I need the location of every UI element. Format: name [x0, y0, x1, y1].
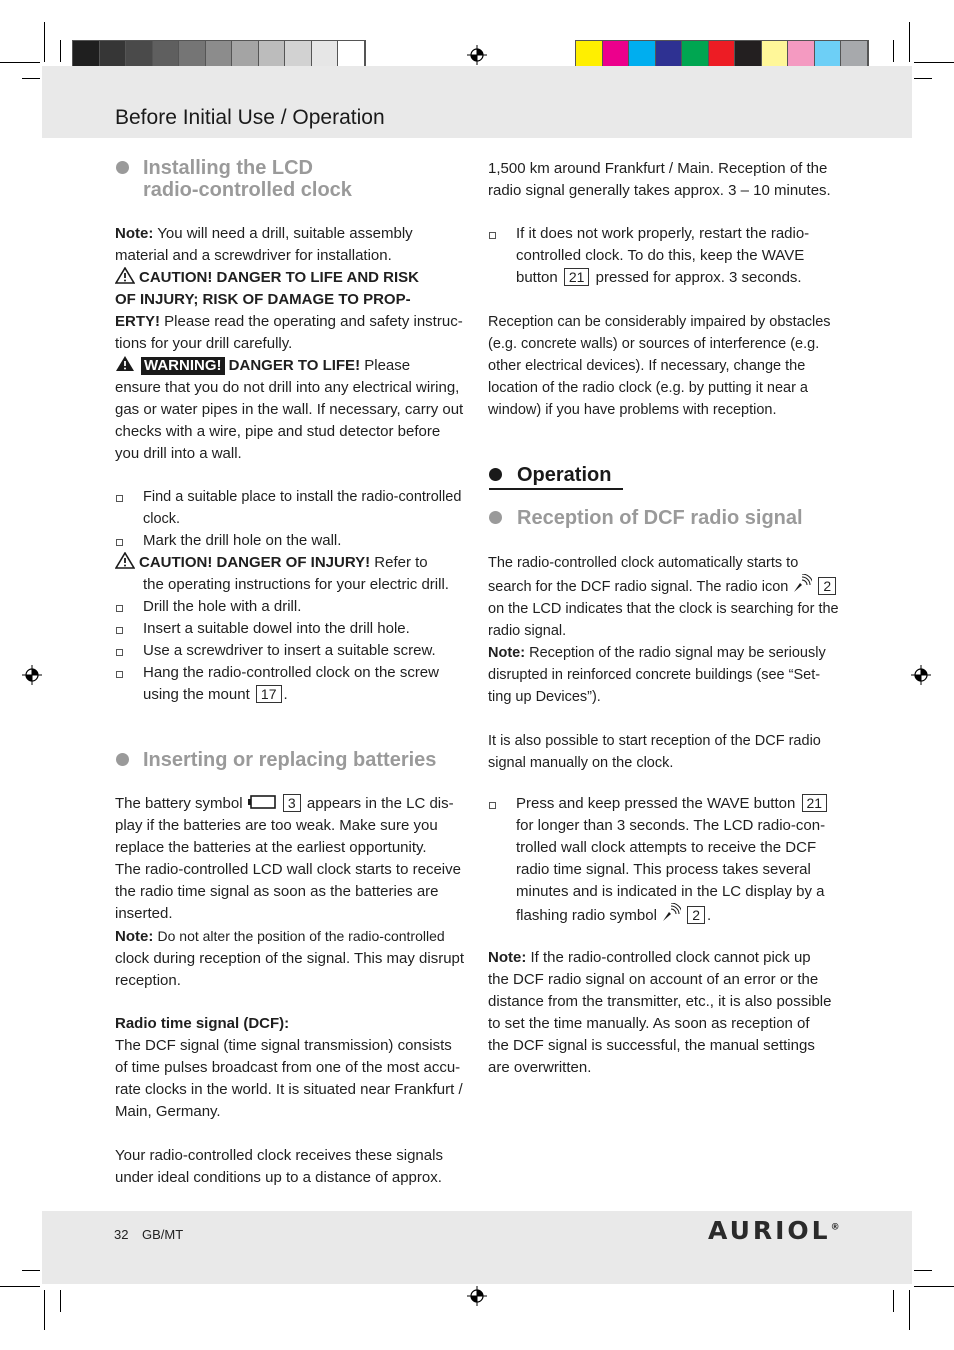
warning-triangle-icon — [115, 355, 135, 372]
paragraph-range — [488, 158, 848, 202]
section-heading-reception: Reception of DCF radio signal — [517, 507, 803, 529]
caution-text: OF INJURY; RISK OF DAMAGE TO PROP- — [115, 291, 411, 308]
warning-text: DANGER TO LIFE! — [228, 357, 361, 374]
crop-mark — [0, 62, 40, 63]
locale-code: GB/MT — [142, 1227, 184, 1242]
text: using the mount — [143, 686, 250, 703]
text: Refer to — [374, 554, 428, 571]
text: clock. — [143, 511, 181, 527]
registered-mark: ® — [830, 1222, 840, 1233]
text: checks with a wire, pipe and stud detector before — [115, 423, 441, 440]
crop-mark — [0, 1286, 40, 1287]
text: Please — [364, 357, 411, 374]
text: signal manually on the clock. — [488, 755, 674, 771]
text: window) if you have problems with reception. — [488, 402, 777, 418]
text: replace the batteries at the earliest opportunity. — [115, 839, 427, 856]
section-bullet — [489, 511, 502, 524]
section-heading-batteries: Inserting or replacing batteries — [143, 749, 437, 771]
text: (e.g. concrete walls) or sources of interference (e.g. — [488, 336, 820, 352]
text: pressed for approx. 3 seconds. — [595, 269, 802, 286]
text: ensure that you do not drill into any electrical wiring, — [115, 379, 460, 396]
crop-mark — [893, 40, 894, 62]
note-label: Note: — [115, 928, 154, 945]
crop-mark — [909, 22, 910, 62]
note-label: Note: — [488, 949, 527, 966]
checkbox-square-icon — [116, 539, 123, 546]
text: tions for your drill carefully. — [115, 335, 293, 352]
reference-number: 2 — [818, 577, 836, 595]
warning-triangle-icon — [115, 267, 135, 284]
text: distance from the transmitter, etc., it is also possible — [488, 993, 832, 1010]
crosshair-registration-icon — [467, 1286, 487, 1306]
reference-number: 21 — [802, 794, 828, 812]
crosshair-registration-icon — [911, 665, 931, 685]
subheading: Radio time signal (DCF): — [115, 1015, 290, 1032]
text: the operating instructions for your electric drill. — [143, 576, 449, 593]
text: Press and keep pressed the WAVE button — [516, 795, 796, 812]
battery-icon — [247, 795, 277, 809]
text: Main, Germany. — [115, 1103, 221, 1120]
text: the DCF signal is successful, the manual settings — [488, 1037, 815, 1054]
text: other electrical devices). If necessary, change the — [488, 358, 806, 374]
crop-mark — [22, 78, 40, 79]
page-number: 32 — [114, 1227, 129, 1242]
text: Your radio-controlled clock receives these signals — [115, 1147, 443, 1164]
heading-underline — [489, 488, 623, 490]
list-item: Mark the drill hole on the wall. — [143, 532, 342, 549]
crop-mark — [914, 1270, 932, 1271]
crop-mark — [60, 1290, 61, 1312]
crosshair-registration-icon — [467, 45, 487, 65]
text: The DCF signal (time signal transmission) consists — [115, 1037, 452, 1054]
crop-mark — [44, 22, 45, 62]
text: The radio-controlled LCD wall clock starts to receive — [115, 861, 461, 878]
text: search for the DCF radio signal. The radio icon — [488, 579, 789, 595]
section-bullet — [489, 468, 502, 481]
crop-mark — [893, 1290, 894, 1312]
list-item: Press and keep pressed the WAVE button 21 for longer than 3 seconds. The LCD radio-con- trolled wall clock attempts to receive the DCF radio time signal. This process takes several minutes and is indicated in the LC display by a flashing radio symbol 2 . — [516, 793, 846, 927]
reference-number: 3 — [283, 794, 301, 812]
text: for longer than 3 seconds. The LCD radio-con- — [516, 817, 826, 834]
text: radio time signal. This process takes several — [516, 861, 811, 878]
note-label: Note: — [115, 225, 154, 242]
checkbox-square-icon — [489, 232, 496, 239]
caution-block-2 — [115, 552, 475, 596]
text: button — [516, 269, 558, 286]
checkbox-square-icon — [116, 649, 123, 656]
text: It is also possible to start reception of the DCF radio — [488, 733, 821, 749]
heading-line: radio-controlled clock — [143, 179, 352, 201]
text: under ideal conditions up to a distance of approx. — [115, 1169, 442, 1186]
reference-number: 2 — [687, 906, 705, 924]
reference-number: 17 — [256, 685, 282, 703]
text: trolled wall clock attempts to receive the DCF — [516, 839, 817, 856]
checkbox-square-icon — [489, 802, 496, 809]
text: to set the time manually. As soon as reception of — [488, 1015, 810, 1032]
text: If it does not work properly, restart the radio- — [516, 225, 810, 242]
text: of time pulses broadcast from one of the most accu- — [115, 1059, 461, 1076]
text: Please read the operating and safety instruc- — [164, 313, 463, 330]
text: Hang the radio-controlled clock on the screw — [143, 664, 439, 681]
checkbox-square-icon — [116, 495, 123, 502]
text: on the LCD indicates that the clock is searching for the — [488, 601, 839, 617]
checkbox-square-icon — [116, 605, 123, 612]
section-bullet — [116, 161, 129, 174]
list-item: Hang the radio-controlled clock on the screw using the mount 17 . — [143, 662, 473, 706]
text: Do not alter the position of the radio-controlled — [157, 928, 445, 944]
text: you drill into a wall. — [115, 445, 242, 462]
text: radio signal generally takes approx. 3 – 10 minutes. — [488, 182, 831, 199]
warning-block — [115, 355, 475, 465]
paragraph-reception — [488, 552, 848, 774]
crop-mark — [914, 62, 954, 63]
text: If the radio-controlled clock cannot pick up — [530, 949, 811, 966]
text: the radio time signal as soon as the batteries are — [115, 883, 439, 900]
crop-mark — [60, 40, 61, 62]
text: Find a suitable place to install the radio-controlled — [143, 489, 462, 505]
text: material and a screwdriver for installation. — [115, 247, 392, 264]
paragraph-interference — [488, 311, 848, 421]
text: gas or water pipes in the wall. If necessary, carry out — [115, 401, 464, 418]
note-installation — [115, 223, 475, 267]
checkbox-square-icon — [116, 627, 123, 634]
note-manual-setting — [488, 947, 848, 1079]
warning-badge: WARNING! — [141, 357, 225, 375]
text: ting up Devices”). — [488, 689, 601, 705]
crop-mark — [909, 1290, 910, 1330]
list-item: Insert a suitable dowel into the drill hole. — [143, 620, 410, 637]
batteries-paragraph — [115, 793, 475, 992]
brand-name: AURIOL — [708, 1216, 831, 1245]
crop-mark — [914, 1286, 954, 1287]
list-item: Use a screwdriver to insert a suitable screw. — [143, 642, 436, 659]
section-heading-operation: Operation — [517, 464, 612, 486]
note-label: Note: — [488, 645, 526, 661]
text: The radio-controlled clock automatically starts to — [488, 555, 799, 571]
heading-line: Installing the LCD — [143, 157, 313, 179]
crop-mark — [914, 78, 932, 79]
list-item: Drill the hole with a drill. — [143, 598, 302, 615]
reference-number: 21 — [564, 268, 590, 286]
text: inserted. — [115, 905, 173, 922]
text: The battery symbol — [115, 795, 243, 812]
text: controlled clock. To do this, keep the WAVE — [516, 247, 805, 264]
section-heading-installing — [143, 157, 352, 201]
dcf-paragraph — [115, 1013, 475, 1189]
text: rate clocks in the world. It is situated near Frankfurt / — [115, 1081, 463, 1098]
text: reception. — [115, 972, 181, 989]
text: location of the radio clock (e.g. by putting it near a — [488, 380, 808, 396]
crosshair-registration-icon — [22, 665, 42, 685]
caution-text: CAUTION! DANGER TO LIFE AND RISK — [139, 269, 419, 286]
page-title: Before Initial Use / Operation — [115, 106, 385, 129]
text: the DCF radio signal on account of an error or the — [488, 971, 819, 988]
caution-text: CAUTION! DANGER OF INJURY! — [139, 554, 371, 571]
text: radio signal. — [488, 623, 567, 639]
text: 1,500 km around Frankfurt / Main. Reception of the — [488, 160, 828, 177]
text: are overwritten. — [488, 1059, 592, 1076]
caution-text: ERTY! — [115, 313, 160, 330]
radio-signal-icon — [661, 903, 681, 923]
radio-signal-icon — [792, 574, 812, 594]
text: minutes and is indicated in the LC display by a — [516, 883, 825, 900]
text: disrupted in reinforced concrete buildings (see “Set- — [488, 667, 821, 683]
text: You will need a drill, suitable assembly — [157, 225, 413, 242]
list-item — [143, 486, 473, 530]
checkbox-square-icon — [116, 671, 123, 678]
caution-block-1 — [115, 267, 475, 355]
text: Reception can be considerably impaired by obstacles — [488, 314, 831, 330]
text: play if the batteries are too weak. Make sure you — [115, 817, 438, 834]
brand-logo — [708, 1216, 840, 1245]
warning-triangle-icon — [115, 552, 135, 569]
text: Reception of the radio signal may be seriously — [529, 645, 826, 661]
text: flashing radio symbol — [516, 907, 657, 924]
list-item — [516, 223, 846, 289]
section-bullet — [116, 753, 129, 766]
crop-mark — [44, 1290, 45, 1330]
text: clock during reception of the signal. This may disrupt — [115, 950, 465, 967]
crop-mark — [22, 1270, 40, 1271]
text: appears in the LC dis- — [306, 795, 454, 812]
